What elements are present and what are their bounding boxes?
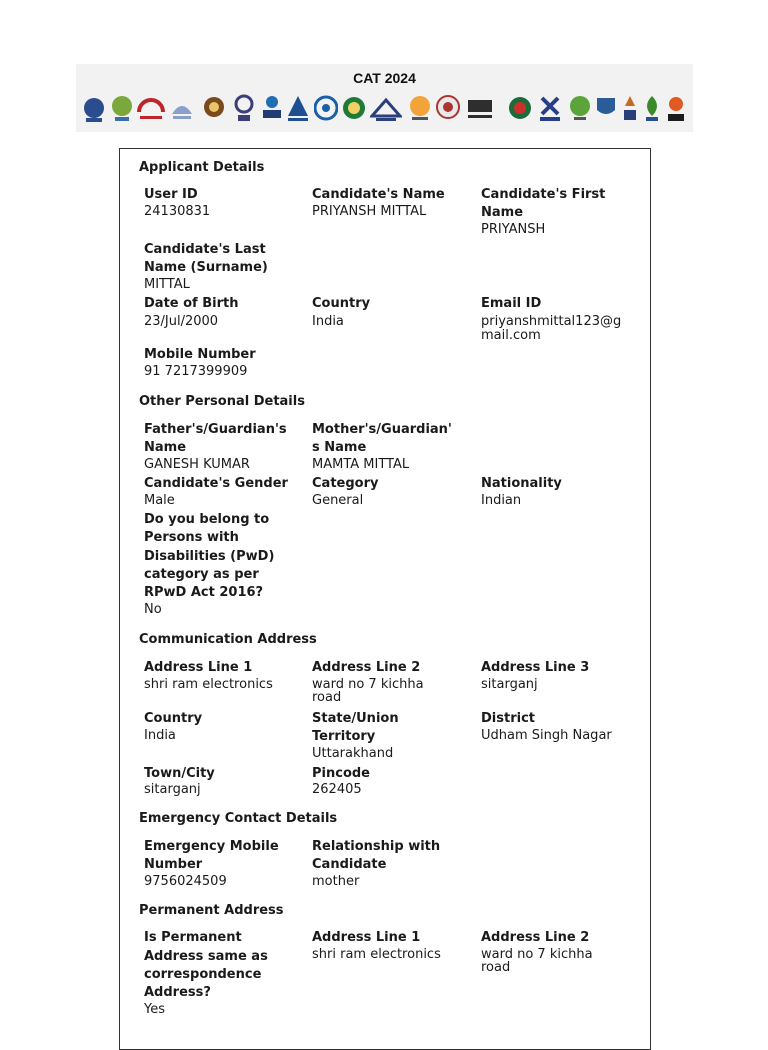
section-title: Permanent Address (139, 903, 284, 918)
field-label: Country (144, 711, 203, 726)
field-label: Address Line 2 (312, 660, 421, 675)
field-label: Candidate's Name (312, 187, 445, 202)
field-value: sitarganj (481, 677, 538, 692)
field-value: priyanshmittal123@g (481, 314, 622, 329)
field-label: Candidate's Gender (144, 476, 288, 491)
field-value: No (144, 602, 162, 617)
iim-logo-icon (170, 94, 194, 124)
field-value: sitarganj (144, 782, 201, 797)
field-value: 24130831 (144, 204, 211, 219)
field-label: RPwD Act 2016? (144, 585, 264, 600)
field-label: correspondence (144, 967, 262, 982)
field-label: Email ID (481, 296, 542, 311)
field-value: mother (312, 874, 360, 889)
field-label: Date of Birth (144, 296, 239, 311)
field-value: GANESH KUMAR (144, 457, 250, 472)
field-value: Uttarakhand (312, 746, 394, 761)
field-label: Candidate (312, 857, 387, 872)
iim-logo-icon (136, 94, 166, 124)
field-value: 262405 (312, 782, 362, 797)
field-label: category as per (144, 567, 259, 582)
iim-logo-icon (466, 94, 494, 124)
field-value: shri ram electronics (144, 677, 273, 692)
iim-logo-icon (664, 94, 688, 124)
application-details-card (119, 148, 651, 1050)
field-value: Yes (144, 1002, 165, 1017)
iim-logo-icon (232, 94, 256, 124)
field-value: 9756024509 (144, 874, 227, 889)
field-value: MAMTA MITTAL (312, 457, 410, 472)
iim-logo-icon (110, 94, 134, 124)
field-value: shri ram electronics (312, 947, 441, 962)
section-title: Communication Address (139, 632, 317, 647)
field-label: Number (144, 857, 203, 872)
field-value: PRIYANSH MITTAL (312, 204, 427, 219)
field-label: Address same as (144, 949, 268, 964)
field-value: PRIYANSH (481, 222, 546, 237)
field-value: road (312, 690, 342, 705)
field-label: Pincode (312, 766, 370, 781)
field-label: Address Line 2 (481, 930, 590, 945)
field-label: Do you belong to (144, 512, 270, 527)
field-value: Indian (481, 493, 522, 508)
section-title: Emergency Contact Details (139, 811, 338, 826)
field-label: Address Line 1 (312, 930, 421, 945)
iim-logo-icon (370, 94, 402, 124)
field-value: India (312, 314, 344, 329)
field-value: MITTAL (144, 277, 190, 292)
field-label: Address Line 3 (481, 660, 590, 675)
field-label: Address Line 1 (144, 660, 253, 675)
field-label: Disabilities (PwD) (144, 549, 275, 564)
field-value: 91 7217399909 (144, 364, 248, 379)
field-label: Father's/Guardian's (144, 422, 287, 437)
field-label: Candidate's First (481, 187, 606, 202)
field-label: Country (312, 296, 371, 311)
field-label: Town/City (144, 766, 215, 781)
field-value: mail.com (481, 328, 541, 343)
field-label: District (481, 711, 535, 726)
field-label: Relationship with (312, 839, 441, 854)
iim-logo-icon (538, 94, 562, 124)
field-value: General (312, 493, 364, 508)
iim-logo-icon (260, 94, 284, 124)
field-value: Male (144, 493, 175, 508)
iim-logo-icon (436, 94, 460, 124)
iim-logo-icon (408, 94, 432, 124)
iim-logo-icon (202, 94, 226, 124)
iim-logo-icon (568, 94, 592, 124)
field-label: Emergency Mobile (144, 839, 279, 854)
field-label: Candidate's Last (144, 242, 266, 257)
field-label: Name (144, 440, 187, 455)
iim-logo-icon (342, 94, 366, 124)
field-label: State/Union (312, 711, 399, 726)
field-label: Category (312, 476, 379, 491)
section-title: Other Personal Details (139, 394, 305, 409)
field-label: Nationality (481, 476, 562, 491)
field-label: Territory (312, 729, 376, 744)
field-value: ward no 7 kichha (481, 947, 593, 962)
field-value: road (481, 960, 511, 975)
field-label: Address? (144, 985, 211, 1000)
iim-logo-strip (80, 94, 689, 128)
section-title: Applicant Details (139, 160, 265, 175)
field-label: Is Permanent (144, 930, 242, 945)
field-label: s Name (312, 440, 367, 455)
exam-title: CAT 2024 (353, 70, 416, 86)
field-label: Mobile Number (144, 347, 256, 362)
iim-logo-icon (286, 94, 310, 124)
field-value: Udham Singh Nagar (481, 728, 612, 743)
iim-logo-icon (508, 94, 532, 124)
iim-logo-icon (594, 94, 618, 124)
iim-logo-icon (314, 94, 338, 124)
field-value: 23/Jul/2000 (144, 314, 219, 329)
field-value: ward no 7 kichha (312, 677, 424, 692)
field-label: Mother's/Guardian' (312, 422, 452, 437)
field-label: User ID (144, 187, 198, 202)
field-value: India (144, 728, 176, 743)
iim-logo-icon (82, 94, 106, 124)
field-label: Persons with (144, 530, 239, 545)
iim-logo-icon (618, 94, 642, 124)
field-label: Name (481, 205, 524, 220)
iim-logo-icon (640, 94, 664, 124)
institutes-banner (76, 64, 693, 132)
field-label: Name (Surname) (144, 260, 268, 275)
